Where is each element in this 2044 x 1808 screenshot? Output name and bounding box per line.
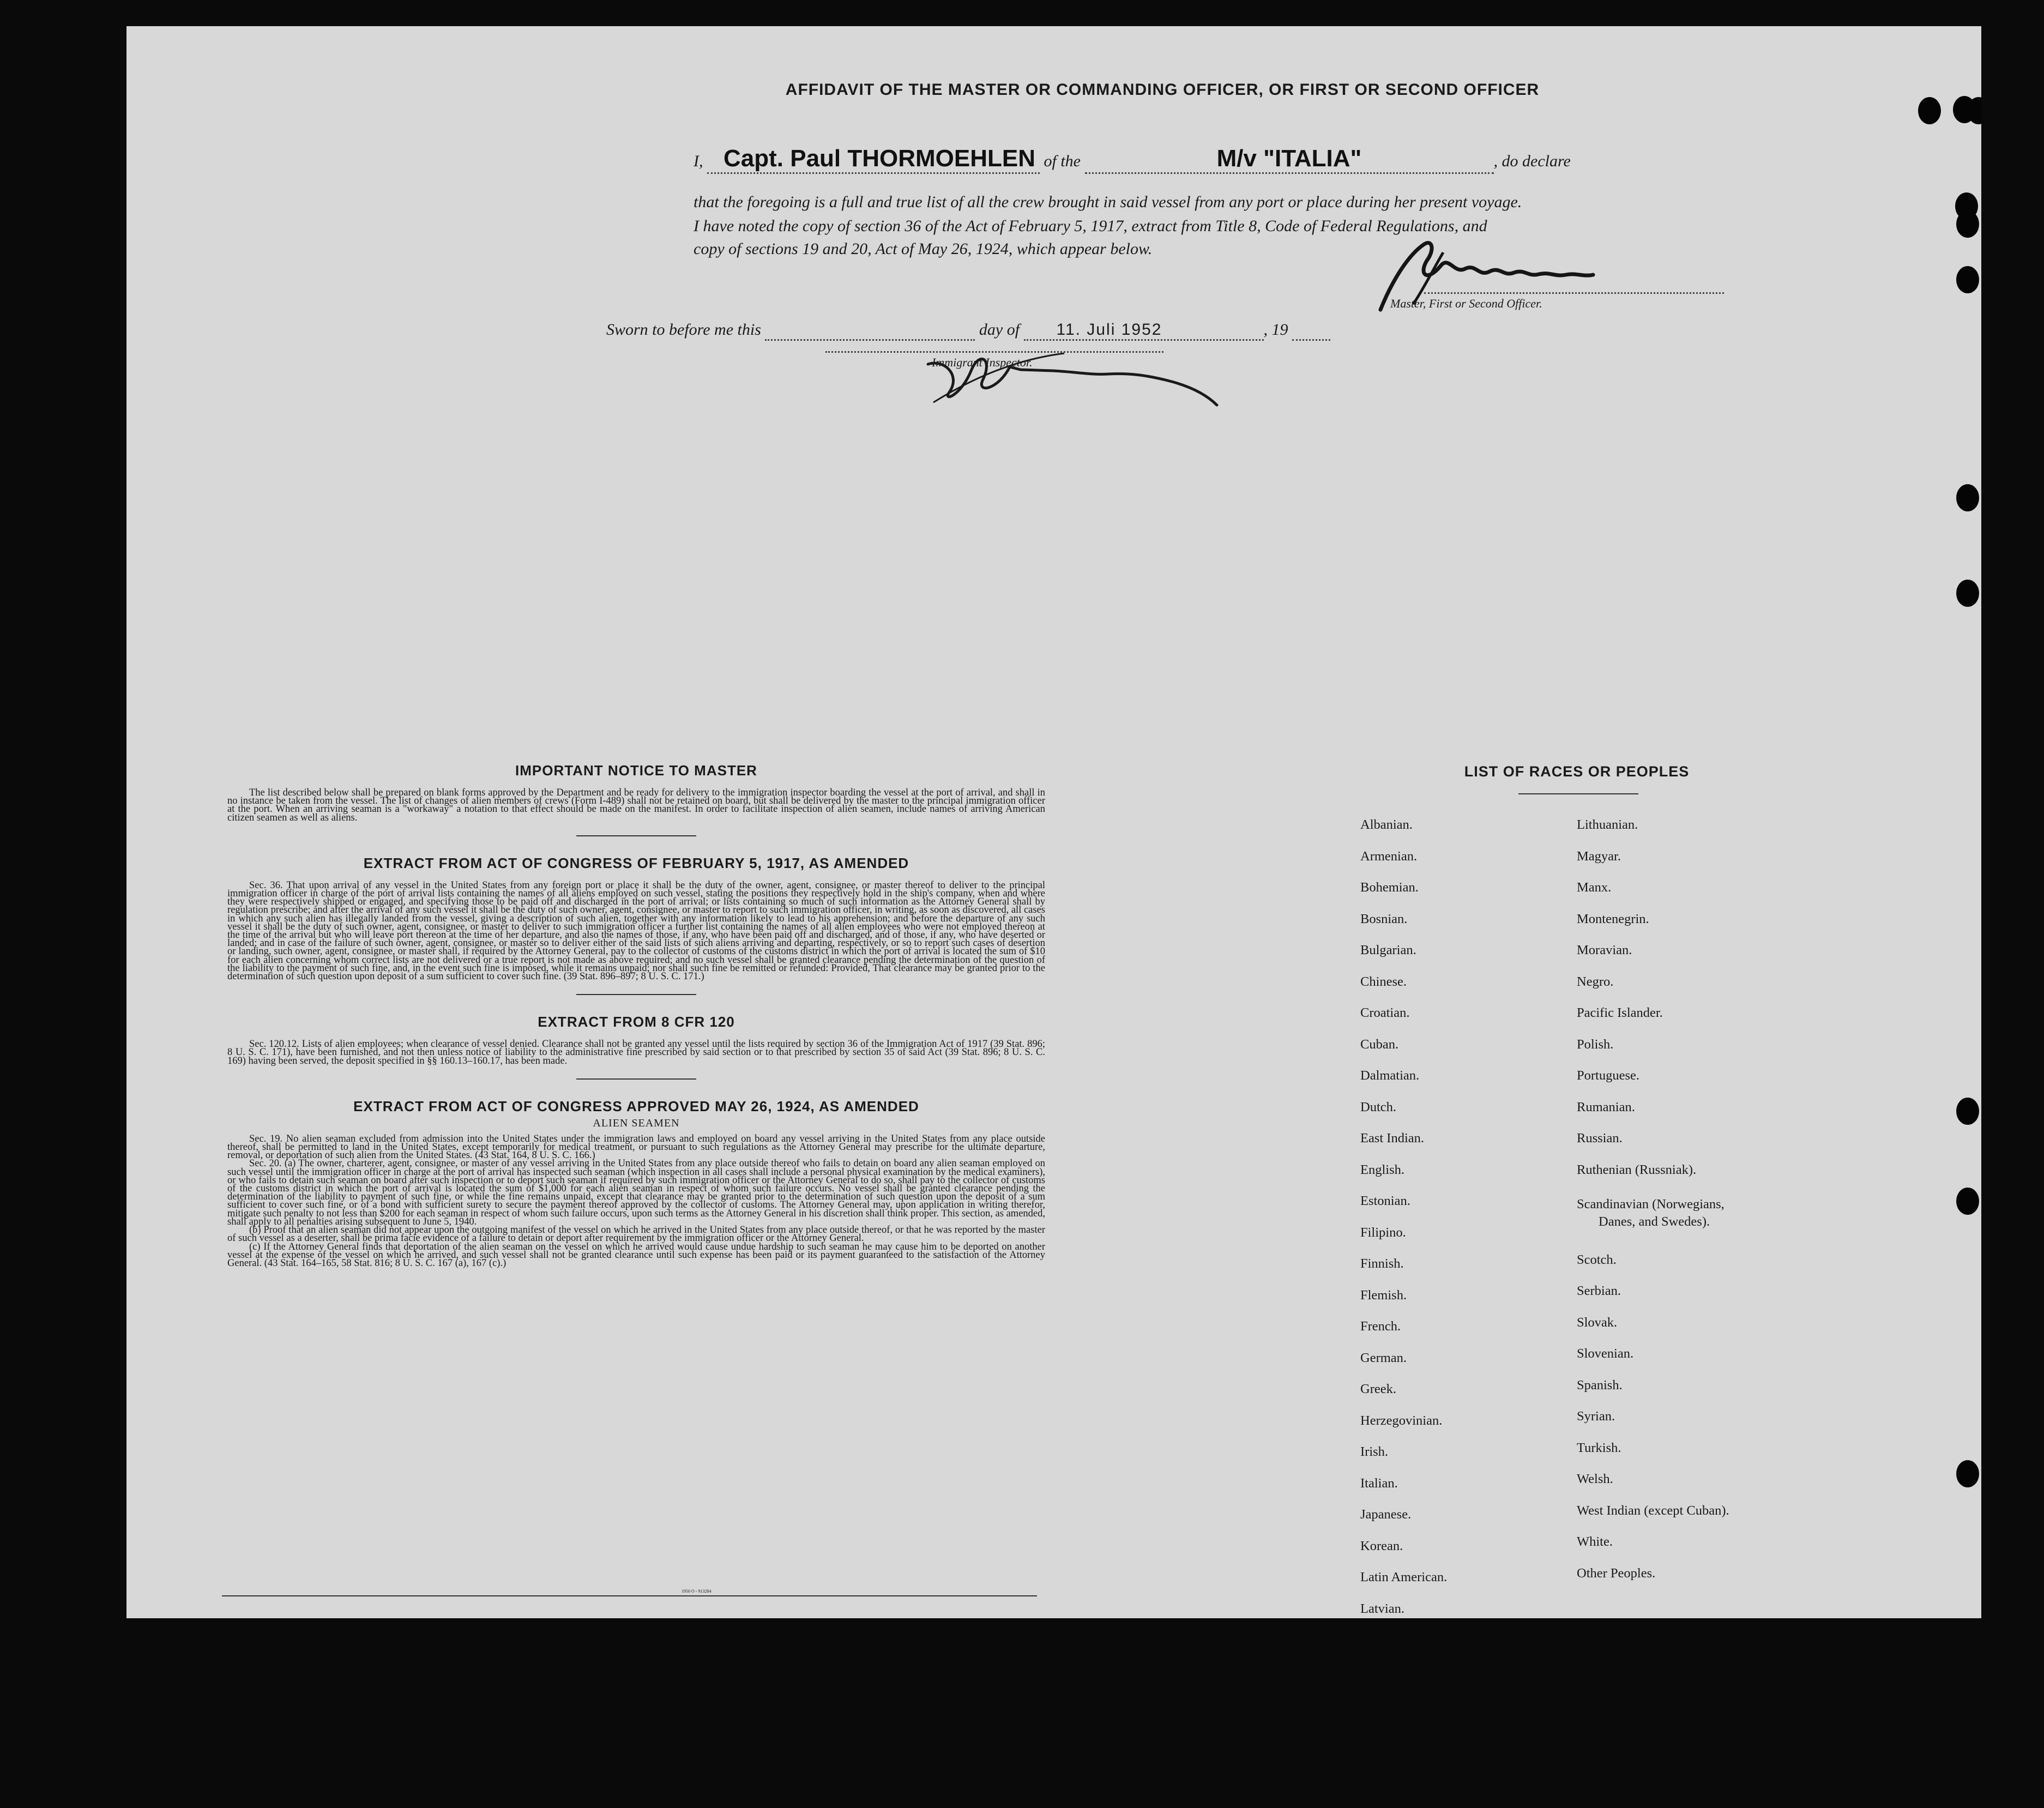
- races-divider: [1518, 793, 1638, 794]
- vessel-field: [1085, 145, 1494, 174]
- sec-19-text: Sec. 19. No alien seaman excluded from admission into the United States under the immigration laws and employed on board any vessel arriving in the United States from any place outside thereof, shall be permitted to land in the United States, except temporarily for medical treatment, or pursuant to such regulations as the Attorney General may prescribe for the ultimate departure, removal, or deportation of such alien from the United States. (43 Stat. 164, 8 U. S. C. 166.): [227, 1133, 1045, 1161]
- master-name: Capt. Paul THORMOEHLEN: [723, 145, 1036, 172]
- document-page: [126, 26, 1981, 1618]
- day-of-label: day of: [979, 321, 1020, 339]
- race-item: Ruthenian (Russniak).: [1577, 1162, 1697, 1177]
- punch-hole: [1956, 1098, 1979, 1125]
- race-item: Lithuanian.: [1577, 817, 1638, 832]
- race-item: Italian.: [1360, 1475, 1398, 1491]
- race-item: Russian.: [1577, 1131, 1623, 1146]
- signature-caption: Master, First or Second Officer.: [1390, 297, 1542, 310]
- notice-heading: IMPORTANT NOTICE TO MASTER: [515, 762, 757, 779]
- race-item: English.: [1360, 1162, 1404, 1177]
- punch-hole: [1956, 1188, 1979, 1215]
- race-item: Magyar.: [1577, 848, 1621, 864]
- year-label: , 19: [1263, 321, 1288, 339]
- punch-hole: [1953, 96, 1976, 123]
- race-item: Irish.: [1360, 1444, 1389, 1459]
- race-item: Turkish.: [1577, 1440, 1621, 1455]
- race-item: Rumanian.: [1577, 1099, 1635, 1114]
- race-item: Serbian.: [1577, 1283, 1621, 1298]
- race-item: Pacific Islander.: [1577, 1005, 1663, 1020]
- race-item: French.: [1360, 1319, 1401, 1334]
- race-item: Negro.: [1577, 974, 1614, 989]
- race-item: Welsh.: [1577, 1472, 1613, 1486]
- race-item: Bulgarian.: [1360, 943, 1416, 957]
- race-item: Flemish.: [1360, 1287, 1407, 1303]
- race-item: Slovenian.: [1577, 1346, 1634, 1361]
- print-code: 1950 O - 913284: [682, 1589, 712, 1594]
- race-item: Armenian.: [1360, 848, 1418, 864]
- signature-line: [1424, 292, 1724, 294]
- punch-hole: [1956, 1460, 1979, 1487]
- extract-1924-heading: EXTRACT FROM ACT OF CONGRESS APPROVED MAY 26, 1924, AS AMENDED: [353, 1098, 919, 1114]
- race-item: Scotch.: [1577, 1252, 1617, 1267]
- punch-hole: [1956, 266, 1979, 293]
- race-item: Croatian.: [1360, 1005, 1410, 1020]
- race-item: German.: [1360, 1350, 1407, 1365]
- extract-cfr-text: Sec. 120.12. Lists of alien employees; when clearance of vessel denied. Clearance shall not be granted any vessel until the lists required by section 36 of the Immigration Act of 1917 (39 Stat. 896; 8 U. S. C. 171), have been furnished, and not then unless notice of liability to the administrative fine prescribed by said section or to that prescribed by section 35 of said Act (39 Stat. 896; 8 U. S. C. 169) having been served, the deposit specified in §§ 160.13–160.17, has been made.: [227, 1039, 1045, 1066]
- race-item: Estonian.: [1360, 1194, 1410, 1208]
- extract-1917-text: Sec. 36. That upon arrival of any vessel in the United States from any foreign port or place it shall be the duty of the owner, agent, consignee, or master thereof to deliver to the principal immigration officer in charge of the port of arrival lists containing the names of all aliens employed on such vessel, stating the positions they respectively hold in the ship's company, when and where they were respectively shipped or engaged, and specifying those to be paid off and discharged in the port of arrival; or lists containing so much of such information as the Attorney General shall by regulation prescribe; and after the arrival of any such vessel it shall be the duty of such owner, agent, consignee, or master to report to such immigration officer, in writing, as soon as discovered, all cases in which any such alien has illegally landed from the vessel, giving a description of such alien, together with any information likely to lead to his apprehension; and before the departure of any such vessel it shall be the duty of such owner, agent, consignee, or master to deliver to such immigration officer a further list containing the names of all alien employees who were not employed thereon at the time of the arrival but who will leave port thereon at the time of her departure, and also the names of those, if any, who have been paid off and discharged, and of those, if any, who have deserted or landed; and in case of the failure of such owner, agent, consignee, or master so to deliver either of the said lists of such aliens arriving and departing, respectively, or so to report such cases of desertion or landing, such owner, agent, consignee, or master shall, if required by the Attorney General, pay to the collector of customs of the customs district in which the port of arrival is located the sum of $10 for each alien concerning whom correct lists are not delivered or a true report is not made as above required; and no such vessel shall be granted clearance pending the determination of the question of the liability to the payment of such fine, and, in the event such fine is imposed, while it remains unpaid; nor shall such fine be remitted or refunded: Provided, That clearance may be granted prior to the determination of such question upon deposit of a sum sufficient to cover such fine. (39 Stat. 896–897; 8 U. S. C. 171.): [227, 879, 1045, 983]
- affidavit-title: AFFIDAVIT OF THE MASTER OR COMMANDING OFFICER, OR FIRST OR SECOND OFFICER: [785, 81, 1540, 99]
- of-the-label: of the: [1044, 152, 1081, 170]
- notice-column: [227, 762, 1045, 1268]
- date-stamp: 11. Juli 1952: [1056, 321, 1162, 339]
- punch-hole: [1956, 484, 1979, 511]
- race-item: Latin American.: [1360, 1570, 1448, 1584]
- race-item: White.: [1577, 1534, 1613, 1549]
- races-title: LIST OF RACES OR PEOPLES: [1464, 763, 1690, 780]
- punch-hole: [1956, 580, 1979, 607]
- i-label: I,: [694, 152, 703, 170]
- race-item: West Indian (except Cuban).: [1577, 1503, 1729, 1518]
- sec-20a-text: Sec. 20. (a) The owner, charterer, agent, consignee, or master of any vessel arriving in the United States from any place outside thereof who fails to detain on board any alien seaman employed on such vessel until the immigration officer in charge at the port of arrival has inspected such seaman (which inspection in all cases shall include a personal physical examination by the medical examiners), or who fails to detain such seaman on board after such inspection or to deport such seaman if required by such immigration officer or the Attorney General to do so, shall pay to the collector of customs of the customs district in which the port of arrival is located the sum of $1,000 for each alien seaman in respect of whom such failure occurs. No vessel shall be granted clearance pending the determination of the liability to payment of such fine, or while the fine remains unpaid, except that clearance may be granted prior to the determination of such question upon the deposit of a sum sufficient to cover such fine, or of a bond with sufficient surety to secure the payment thereof approved by the collector of customs. The Attorney General may, upon application in writing therefor, mitigate such penalty to not less than $200 for each seaman in respect of whom such failure occurs, upon such terms as the Attorney General in his discretion shall think proper. This section, as amended, shall apply to all penalties arising subsequent to June 5, 1940.: [227, 1158, 1045, 1227]
- bottom-rule: [222, 1595, 1037, 1596]
- race-item: East Indian.: [1360, 1131, 1425, 1146]
- sworn-label: Sworn to before me this: [606, 321, 761, 339]
- master-name-field: [707, 145, 1040, 174]
- race-item: Chinese.: [1360, 974, 1407, 989]
- race-item: Slovak.: [1577, 1315, 1618, 1330]
- race-item: Bosnian.: [1360, 911, 1408, 926]
- divider: [576, 835, 696, 836]
- race-item: Filipino.: [1360, 1225, 1406, 1240]
- race-item: Manx.: [1577, 880, 1612, 895]
- race-item: Scandinavian (Norwegians,: [1577, 1197, 1725, 1212]
- inspector-caption: Immigrant Inspector.: [932, 355, 1033, 369]
- race-item: Finnish.: [1360, 1256, 1404, 1271]
- divider: [576, 994, 696, 995]
- notice-text: The list described below shall be prepared on blank forms approved by the Department and be ready for delivery to the immigration inspector boarding the vessel at the port of arrival, and shall in no instance be taken from the vessel. The list of changes of alien members of crews (Form I-489) shall not be retained on board, but shall be delivered by the master to the principal immigration officer at the port. When an arriving seaman is a "workaway" a notation to that effect should be made on the manifest. In order to facilitate inspection of alien seamen, include names of arriving American citizen seamen as well as aliens.: [227, 787, 1045, 823]
- race-item: Latvian.: [1360, 1601, 1404, 1616]
- sec-20b-text: (b) Proof that an alien seaman did not appear upon the outgoing manifest of the vessel on which he arrived in the United States from any place outside thereof, or that he was reported by the master of such vessel as a deserter, shall be prima facie evidence of a failure to detain or deport after requirement by the immigration officer or the Attorney General.: [227, 1225, 1045, 1244]
- race-item: Herzegovinian.: [1360, 1413, 1443, 1428]
- year-field: [1292, 321, 1330, 341]
- race-item: Japanese.: [1360, 1507, 1412, 1522]
- divider: [576, 1078, 696, 1080]
- affidavit-line-1: [694, 145, 1571, 174]
- affidavit-line-4: copy of sections 19 and 20, Act of May 26, 1924, which appear below.: [694, 240, 1153, 258]
- affidavit-line-3: I have noted the copy of section 36 of the Act of February 5, 1917, extract from Title 8, Code of Federal Regulations, and: [694, 217, 1487, 235]
- do-declare-label: , do declare: [1493, 152, 1571, 170]
- affidavit-line-2: that the foregoing is a full and true list of all the crew brought in said vessel from any port or place during her present voyage.: [694, 193, 1522, 211]
- inspector-line: [825, 351, 1163, 353]
- sec-20c-text: (c) If the Attorney General finds that deportation of the alien seaman on the vessel on which he arrived would cause undue hardship to such seaman he may cause him to be deported on another vessel at the expense of the vessel on which he arrived, and such vessel shall not be granted clearance until such expense has been paid or its payment guaranteed to the satisfaction of the Attorney General. (43 Stat. 164–165, 58 Stat. 816; 8 U. S. C. 167 (a), 167 (c).): [227, 1241, 1045, 1269]
- extract-cfr-heading: EXTRACT FROM 8 CFR 120: [538, 1014, 735, 1030]
- race-item: Montenegrin.: [1577, 911, 1649, 926]
- race-item: Greek.: [1360, 1382, 1396, 1396]
- race-item: Korean.: [1360, 1538, 1403, 1553]
- race-item: Cuban.: [1360, 1036, 1399, 1052]
- race-item: Other Peoples.: [1577, 1565, 1656, 1581]
- inspector-signature: [912, 337, 1250, 413]
- race-item: Dalmatian.: [1360, 1068, 1420, 1083]
- race-item: Albanian.: [1360, 817, 1413, 832]
- vessel-name: M/v "ITALIA": [1216, 145, 1362, 172]
- race-item: Portuguese.: [1577, 1068, 1639, 1083]
- extract-1917-heading: EXTRACT FROM ACT OF CONGRESS OF FEBRUARY 5, 1917, AS AMENDED: [363, 854, 909, 871]
- alien-seamen-subheading: ALIEN SEAMEN: [593, 1117, 680, 1129]
- race-item: Spanish.: [1577, 1377, 1623, 1393]
- race-item: Danes, and Swedes).: [1599, 1214, 1710, 1229]
- punch-hole: [1956, 210, 1979, 238]
- race-item: Moravian.: [1577, 943, 1632, 957]
- race-item: Syrian.: [1577, 1409, 1615, 1424]
- race-item: Bohemian.: [1360, 880, 1419, 895]
- punch-hole: [1918, 97, 1941, 124]
- race-item: Polish.: [1577, 1036, 1614, 1052]
- race-item: Dutch.: [1360, 1099, 1396, 1114]
